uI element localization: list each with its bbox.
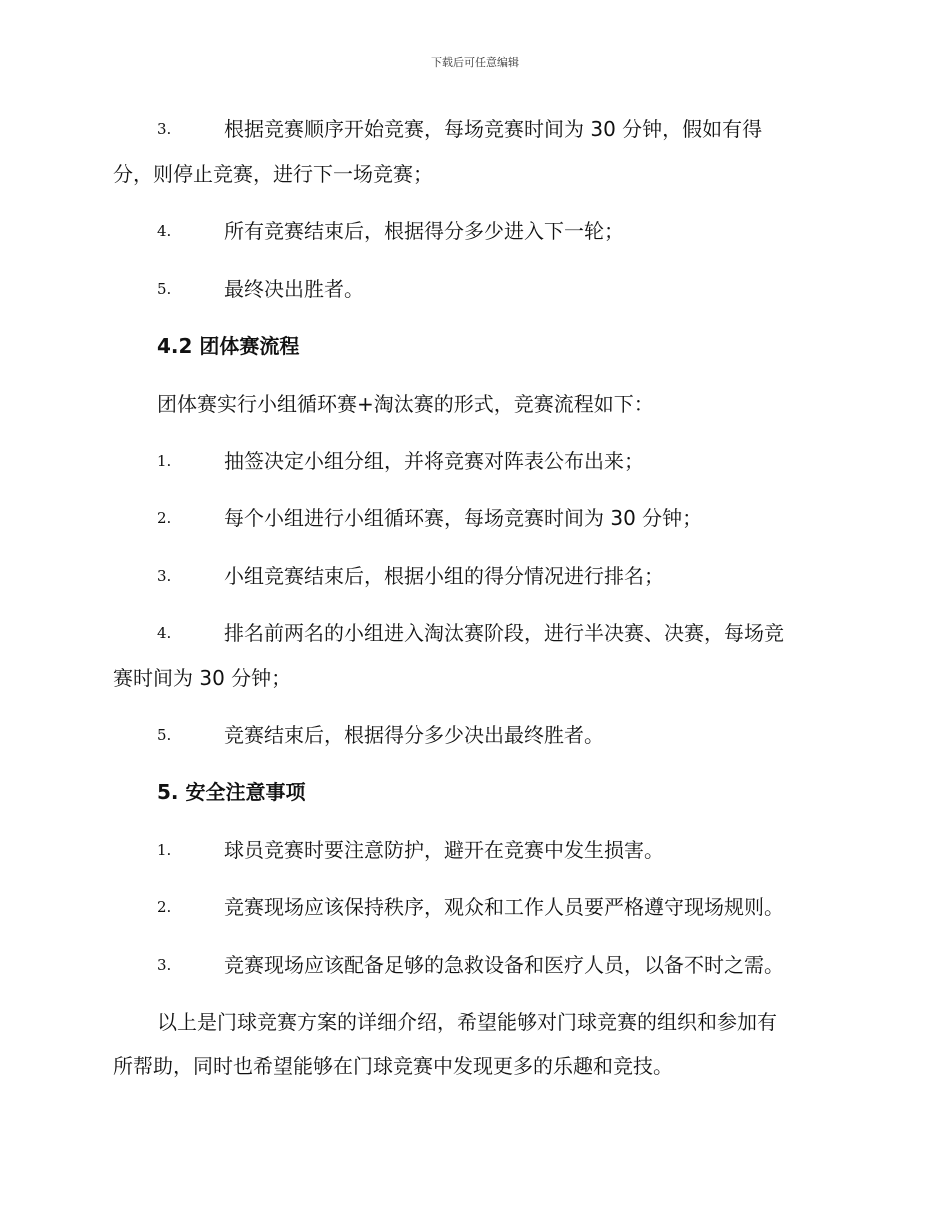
list-number: 5. — [157, 726, 172, 744]
heading-text: 5. 安全注意事项 — [157, 780, 306, 804]
list-text: 每个小组进行小组循环赛，每场竞赛时间为 30 分钟； — [224, 506, 703, 530]
list-number: 3. — [157, 567, 172, 585]
list-text: 抽签决定小组分组，并将竞赛对阵表公布出来； — [224, 449, 644, 473]
list-text: 竞赛现场应该配备足够的急救设备和医疗人员，以备不时之需。 — [224, 953, 784, 977]
conclusion-line-1: 以上是门球竞赛方案的详细介绍，希望能够对门球竞赛的组织和参加有 — [157, 1010, 777, 1034]
list-text-continuation: 分，则停止竞赛，进行下一场竞赛； — [113, 162, 433, 186]
list-text: 所有竞赛结束后，根据得分多少进入下一轮； — [224, 219, 624, 243]
conclusion-line-2: 所帮助，同时也希望能够在门球竞赛中发现更多的乐趣和竞技。 — [113, 1054, 673, 1078]
list-number: 2. — [157, 509, 172, 527]
list-text: 根据竞赛顺序开始竞赛，每场竞赛时间为 30 分钟，假如有得 — [224, 117, 763, 141]
list-number: 2. — [157, 898, 172, 916]
list-text: 竞赛结束后，根据得分多少决出最终胜者。 — [224, 723, 604, 747]
list-text: 球员竞赛时要注意防护，避开在竞赛中发生损害。 — [224, 838, 664, 862]
list-number: 1. — [157, 841, 172, 859]
heading-text: 4.2 团体赛流程 — [157, 334, 300, 358]
list-number: 4. — [157, 222, 172, 240]
list-number: 3. — [157, 956, 172, 974]
list-number: 5. — [157, 280, 172, 298]
list-text-continuation: 赛时间为 30 分钟； — [113, 666, 292, 690]
list-text: 小组竞赛结束后，根据小组的得分情况进行排名； — [224, 564, 664, 588]
intro-text: 团体赛实行小组循环赛+淘汰赛的形式，竞赛流程如下： — [157, 392, 654, 416]
list-text: 最终决出胜者。 — [224, 277, 364, 301]
list-text: 竞赛现场应该保持秩序，观众和工作人员要严格遵守现场规则。 — [224, 895, 784, 919]
list-number: 1. — [157, 452, 172, 470]
list-text: 排名前两名的小组进入淘汰赛阶段，进行半决赛、决赛，每场竞 — [224, 621, 784, 645]
page-header: 下载后可任意编辑 — [431, 56, 519, 69]
list-number: 3. — [157, 120, 172, 138]
list-number: 4. — [157, 624, 172, 642]
